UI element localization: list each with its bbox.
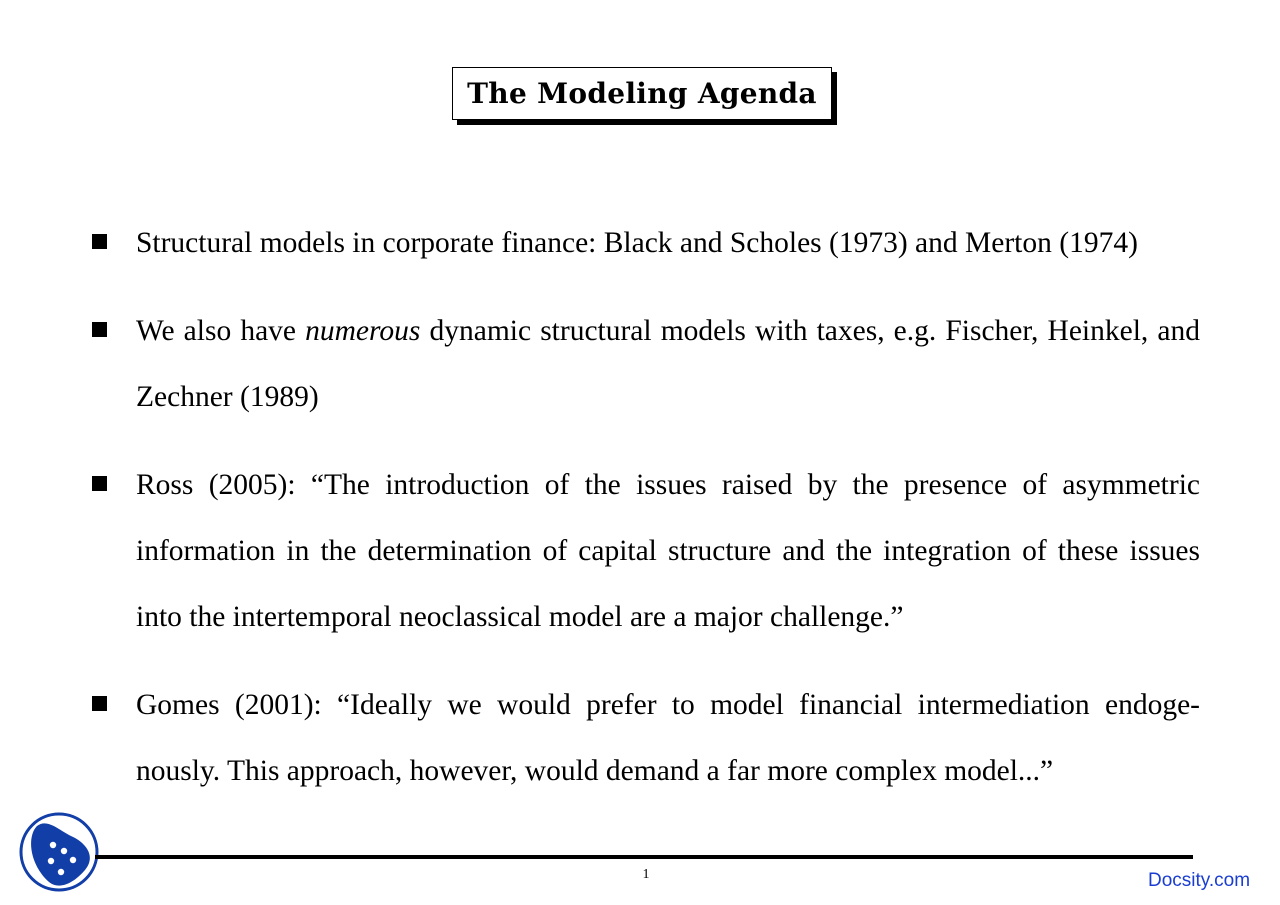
- text-run: Ross (2005): “The introduction of the issues raised by the presence of asymmetric information in the determination of capital structure and the integration of these issues into the intertemporal neoclassical model are a major challenge.”: [136, 469, 1200, 633]
- square-bullet-icon: [92, 234, 107, 249]
- bullet-item: [90, 672, 1200, 804]
- bullet-text: [136, 452, 1200, 650]
- emphasized-text: numerous: [305, 315, 421, 347]
- docsity-logo-icon: [19, 812, 99, 892]
- square-bullet-icon: [92, 696, 107, 711]
- bullet-text: [136, 298, 1200, 430]
- square-bullet-icon: [92, 476, 107, 491]
- bullet-item: [90, 452, 1200, 650]
- slide-title: The Modeling Agenda: [467, 77, 817, 110]
- bullet-text: [136, 210, 1200, 276]
- text-run: Gomes (2001): “Ideally we would prefer to model financial intermediation endoge-nously. This approach, however, would demand a far more complex model...”: [136, 689, 1200, 787]
- page-number: 1: [642, 867, 650, 882]
- text-run: Structural models in corporate finance: Black and Scholes (1973) and Merton (1974): [136, 227, 1138, 259]
- slide-title-box: [452, 67, 832, 120]
- footer-rule: [95, 855, 1193, 859]
- text-run: dynamic structural models with taxes, e.g. Fischer, Heinkel, and Zechner (1989): [136, 315, 1200, 413]
- bullet-text: [136, 672, 1200, 804]
- bullet-list: [90, 210, 1200, 826]
- docsity-watermark[interactable]: Docsity.com: [1148, 870, 1251, 891]
- bullet-item: [90, 298, 1200, 430]
- text-run: We also have: [136, 315, 306, 347]
- bullet-item: [90, 210, 1200, 276]
- square-bullet-icon: [92, 322, 107, 337]
